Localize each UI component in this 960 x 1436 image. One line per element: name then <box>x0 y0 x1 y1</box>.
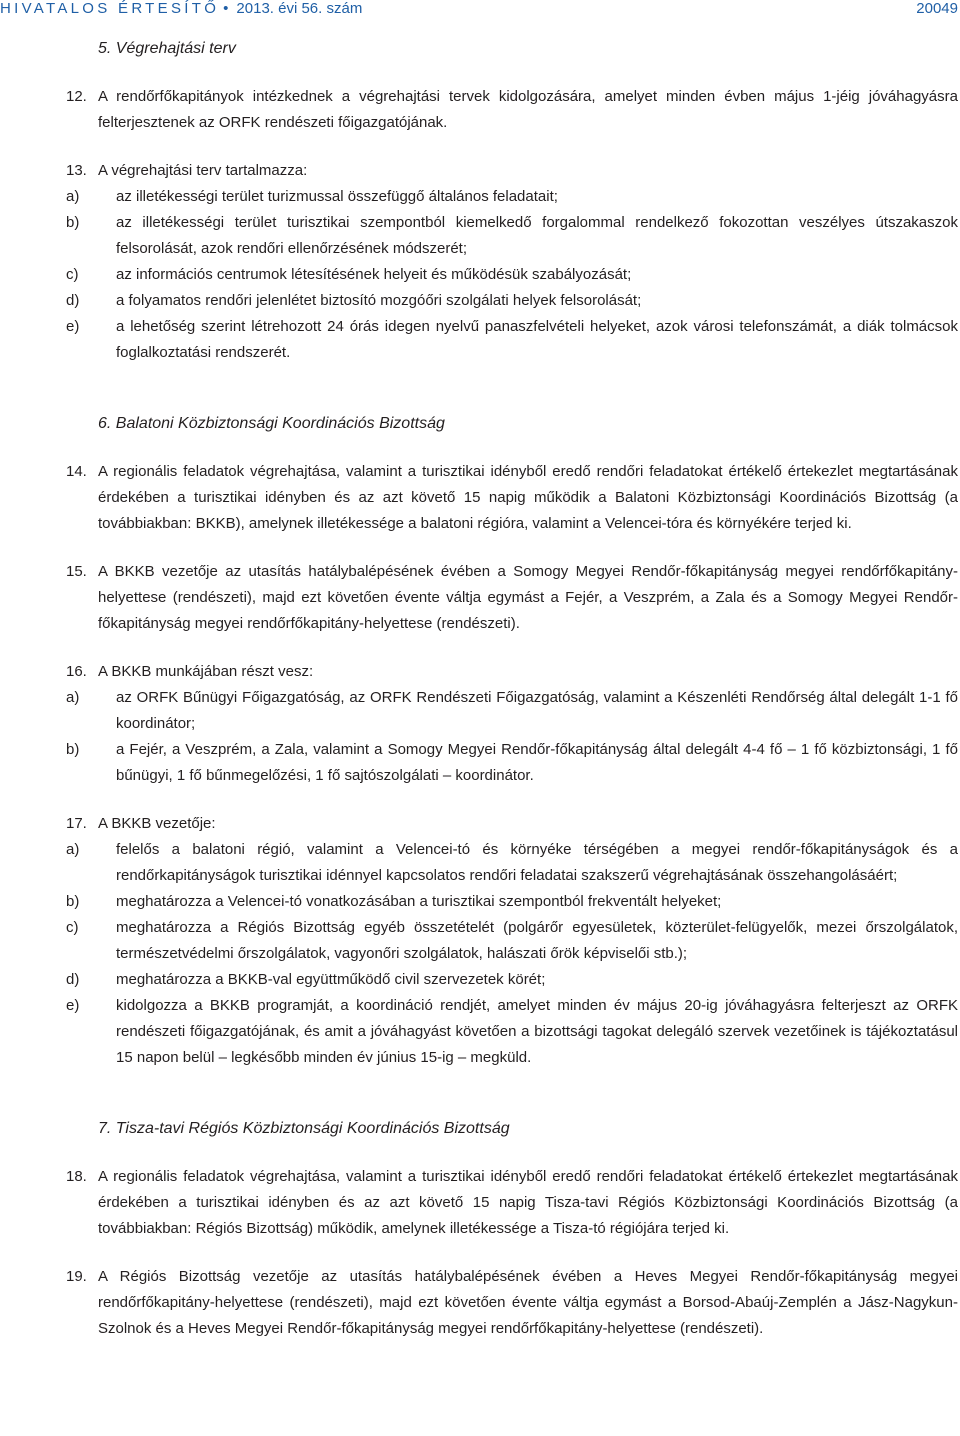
item-text: meghatározza a Régiós Bizottság egyéb összetételét (polgárőr egyesületek, közterület-felügyelők, mezei őrszolgálatok, természetvédelmi őrszolgálatok, vagyonőri szolgálatok, halászati őrök képviselői stb.); <box>116 919 958 962</box>
item-text: az illetékességi terület turizmussal összefüggő általános feladatait; <box>116 188 558 205</box>
item-text: meghatározza a BKKB-val együttműködő civil szervezetek körét; <box>116 971 546 988</box>
paragraph-text: A rendőrfőkapitányok intézkednek a végrehajtási tervek kidolgozására, amelyet minden évben május 1-jéig jóváhagyásra felterjesztenek az ORFK rendészeti főigazgatójának. <box>98 88 958 131</box>
issue-info: 2013. évi 56. szám <box>236 0 363 17</box>
paragraph-text: A BKKB vezetője: <box>98 815 216 832</box>
item-text: a folyamatos rendőri jelenlétet biztosító mozgóőri szolgálati helyek felsorolását; <box>116 292 642 309</box>
item-letter: a) <box>66 689 80 706</box>
item-list <box>66 184 958 366</box>
list-item <box>66 210 958 262</box>
paragraph-number: 17. <box>66 815 87 832</box>
paragraph-text: A Régiós Bizottság vezetője az utasítás hatálybalépésének évében a Heves Megyei Rendőr-főkapitányság megyei rendőrfőkapitány-helyettese (rendészeti), majd ezt követően évente váltja egymást a Borsod-Abaúj-Zemplén a Jász-Nagykun-Szolnok és a Heves Megyei Rendőr-főkapitányság megyei rendőrfőkapitány-helyettese (rendészeti). <box>98 1268 958 1337</box>
page-number: 20049 <box>916 0 958 17</box>
paragraph-14 <box>66 459 958 537</box>
list-item <box>66 685 958 737</box>
item-letter: a) <box>66 841 80 858</box>
list-item <box>66 915 958 967</box>
list-item <box>66 314 958 366</box>
header-bullet: • <box>223 0 229 17</box>
paragraph-19 <box>66 1264 958 1342</box>
item-text: felelős a balatoni régió, valamint a Velencei-tó és környéke térségében a megyei rendőr-főkapitányságok és a rendőrkapitányságok turisztikai idénnyel kapcsolatos rendőri feladatai szakszerű végrehajtásának összehangolásáért; <box>116 841 958 884</box>
list-item <box>66 262 958 288</box>
list-item <box>66 737 958 789</box>
section-title: 5. Végrehajtási terv <box>98 40 236 57</box>
paragraph-17 <box>66 811 958 1071</box>
item-letter: a) <box>66 188 80 205</box>
item-letter: b) <box>66 214 80 231</box>
document-body <box>66 36 958 1342</box>
paragraph-number: 13. <box>66 162 87 179</box>
paragraph-18 <box>66 1164 958 1242</box>
paragraph-16 <box>66 659 958 789</box>
list-item <box>66 288 958 314</box>
item-letter: d) <box>66 292 80 309</box>
list-item <box>66 967 958 993</box>
item-text: a lehetőség szerint létrehozott 24 órás idegen nyelvű panaszfelvételi helyeket, azok városi telefonszámát, a diák tolmácsok foglalkoztatási rendszerét. <box>116 318 958 361</box>
paragraph-text: A regionális feladatok végrehajtása, valamint a turisztikai idényből eredő rendőri feladatokat értékelő értekezlet megtartásának érdekében a turisztikai idényben és az azt követő 15 napig működik a Balatoni Közbiztonsági Koordinációs Bizottság (a továbbiakban: BKKB), amelynek illetékessége a balatoni régióra, valamint a Velencei-tóra és környékére terjed ki. <box>98 463 958 532</box>
paragraph-text: A BKKB vezetője az utasítás hatálybalépésének évében a Somogy Megyei Rendőr-főkapitányság megyei rendőrfőkapitány-helyettese (rendészeti), majd ezt követően évente váltja egymást a Fejér, a Veszprém, a Zala és a Somogy Megyei Rendőr-főkapitányság megyei rendőrfőkapitány-helyettese (rendészeti). <box>98 563 958 632</box>
paragraph-number: 14. <box>66 463 87 480</box>
paragraph-text: A BKKB munkájában részt vesz: <box>98 663 314 680</box>
item-text: meghatározza a Velencei-tó vonatkozásában a turisztikai szempontból frekventált helyeket; <box>116 893 722 910</box>
section-title: 7. Tisza-tavi Régiós Közbiztonsági Koordinációs Bizottság <box>98 1120 510 1137</box>
item-text: az információs centrumok létesítésének helyeit és működésük szabályozását; <box>116 266 632 283</box>
item-letter: e) <box>66 997 80 1014</box>
item-letter: b) <box>66 893 80 910</box>
item-letter: e) <box>66 318 80 335</box>
item-text: kidolgozza a BKKB programját, a koordináció rendjét, amelyet minden év május 20-ig jóváhagyásra felterjeszt az ORFK rendészeti főigazgatójának, és amit a jóváhagyást követően a bizottsági tagokat delegáló szervek vezetőinek is tájékoztatásul 15 napon belül – legkésőbb minden év június 15-ig – megküld. <box>116 997 958 1066</box>
item-text: az illetékességi terület turisztikai szempontból kiemelkedő forgalommal rendelkező fokozottan veszélyes útszakaszok felsorolását, azok rendőri ellenőrzésének módszerét; <box>116 214 958 257</box>
paragraph-text: A végrehajtási terv tartalmazza: <box>98 162 308 179</box>
item-letter: b) <box>66 741 80 758</box>
list-item <box>66 837 958 889</box>
list-item <box>66 889 958 915</box>
paragraph-number: 19. <box>66 1268 87 1285</box>
running-header <box>0 0 960 20</box>
item-list <box>66 685 958 789</box>
list-item <box>66 993 958 1071</box>
publication-name: HIVATALOS ÉRTESÍTŐ <box>0 0 220 17</box>
section-title: 6. Balatoni Közbiztonsági Koordinációs Bizottság <box>98 415 445 432</box>
paragraph-number: 15. <box>66 563 87 580</box>
paragraph-12 <box>66 84 958 136</box>
paragraph-text: A regionális feladatok végrehajtása, valamint a turisztikai idényből eredő rendőri feladatokat értékelő értekezlet megtartásának érdekében a turisztikai idényben és az azt követő 15 napig Tisza-tavi Régiós Közbiztonsági Koordinációs Bizottság (a továbbiakban: Régiós Bizottság) működik, amelynek illetékessége a Tisza-tó régiójára terjed ki. <box>98 1168 958 1237</box>
item-text: az ORFK Bűnügyi Főigazgatóság, az ORFK Rendészeti Főigazgatóság, valamint a Készenléti Rendőrség által delegált 1-1 fő koordinátor; <box>116 689 958 732</box>
item-letter: c) <box>66 919 79 936</box>
paragraph-15 <box>66 559 958 637</box>
paragraph-13 <box>66 158 958 366</box>
paragraph-number: 16. <box>66 663 87 680</box>
item-letter: d) <box>66 971 80 988</box>
item-letter: c) <box>66 266 79 283</box>
item-text: a Fejér, a Veszprém, a Zala, valamint a Somogy Megyei Rendőr-főkapitányság által delegált 4-4 fő – 1 fő közbiztonsági, 1 fő bűnügyi, 1 fő bűnmegelőzési, 1 fő sajtószolgálati – koordinátor. <box>116 741 958 784</box>
paragraph-number: 18. <box>66 1168 87 1185</box>
header-left <box>0 0 362 17</box>
item-list <box>66 837 958 1071</box>
list-item <box>66 184 958 210</box>
paragraph-number: 12. <box>66 88 87 105</box>
